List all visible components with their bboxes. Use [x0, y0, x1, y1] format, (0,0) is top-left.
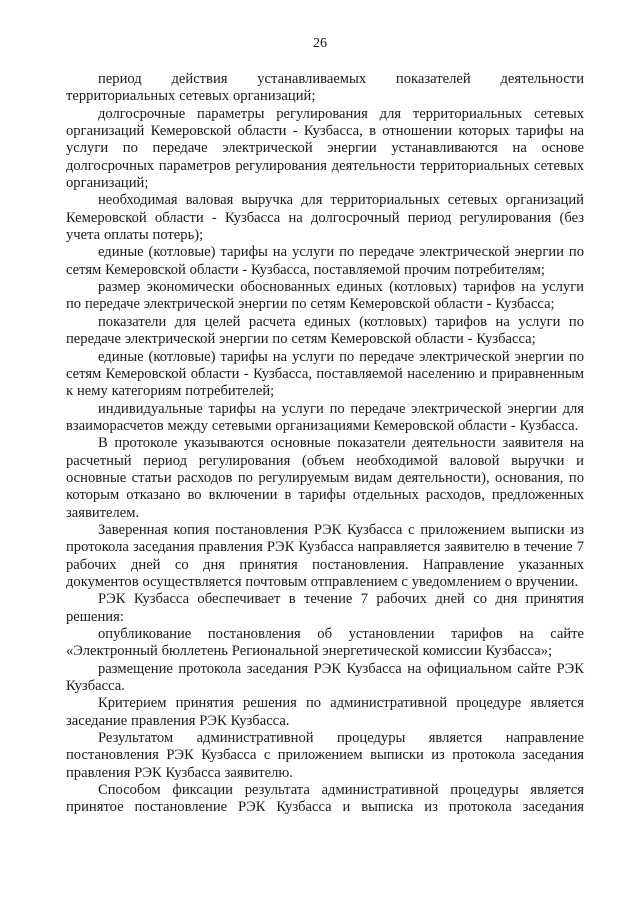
paragraph: Результатом административной процедуры является направление постановления РЭК Кузбасса с приложением выписки из протокола заседания правления РЭК Кузбасса заявителю.	[66, 730, 584, 781]
paragraph: размер экономически обоснованных единых (котловых) тарифов на услуги по передаче электрической энергии по сетям Кемеровской области - Кузбасса;	[66, 279, 584, 313]
paragraph: В протоколе указываются основные показатели деятельности заявителя на расчетный период регулирования (объем необходимой валовой выручки и основные статьи расходов по регулируемым видам деятельности), основания, по которым отказано во включении в тарифы отдельных расходов, предложенных заявителем.	[66, 435, 584, 521]
paragraph: единые (котловые) тарифы на услуги по передаче электрической энергии по сетям Кемеровской области - Кузбасса, поставляемой прочим потребителям;	[66, 244, 584, 278]
paragraph: необходимая валовая выручка для территориальных сетевых организаций Кемеровской области - Кузбасса на долгосрочный период регулирования (без учета оплаты потерь);	[66, 192, 584, 244]
paragraph: единые (котловые) тарифы на услуги по передаче электрической энергии по сетям Кемеровской области - Кузбасса, поставляемой населению и приравненным к нему категориям потребителей;	[66, 348, 584, 400]
paragraph: Критерием принятия решения по административной процедуре является заседание правления РЭК Кузбасса.	[66, 695, 584, 729]
paragraph-continued: Способом фиксации результата административной процедуры является принятое постановление РЭК Кузбасса и выписка из протокола заседания	[66, 782, 584, 816]
paragraph: размещение протокола заседания РЭК Кузбасса на официальном сайте РЭК Кузбасса.	[66, 660, 584, 695]
paragraph: период действия устанавливаемых показателей деятельности территориальных сетевых организаций;	[66, 71, 584, 105]
paragraph: опубликование постановления об установлении тарифов на сайте «Электронный бюллетень Региональной энергетической комиссии Кузбасса»;	[66, 626, 584, 660]
paragraph: РЭК Кузбасса обеспечивает в течение 7 рабочих дней со дня принятия решения:	[66, 591, 584, 625]
page-number: 26	[313, 36, 327, 51]
paragraph: показатели для целей расчета единых (котловых) тарифов на услуги по передаче электрической энергии по сетям Кемеровской области - Кузбасса;	[66, 313, 584, 348]
document-body	[66, 71, 584, 817]
paragraph: Заверенная копия постановления РЭК Кузбасса с приложением выписки из протокола заседания правления РЭК Кузбасса направляется заявителю в течение 7 рабочих дней со дня принятия постановления. Направление указанных документов осуществляется почтовым отправлением с уведомлением о вручении.	[66, 521, 584, 590]
paragraph: долгосрочные параметры регулирования для территориальных сетевых организаций Кемеровской области - Кузбасса, в отношении которых тарифы на услуги по передаче электрической энергии устанавливаются на основе долгосрочных параметров регулирования деятельности территориальных сетевых организаций;	[66, 105, 584, 192]
paragraph: индивидуальные тарифы на услуги по передаче электрической энергии для взаиморасчетов между сетевыми организациями Кемеровской области - Кузбасса.	[66, 400, 584, 434]
